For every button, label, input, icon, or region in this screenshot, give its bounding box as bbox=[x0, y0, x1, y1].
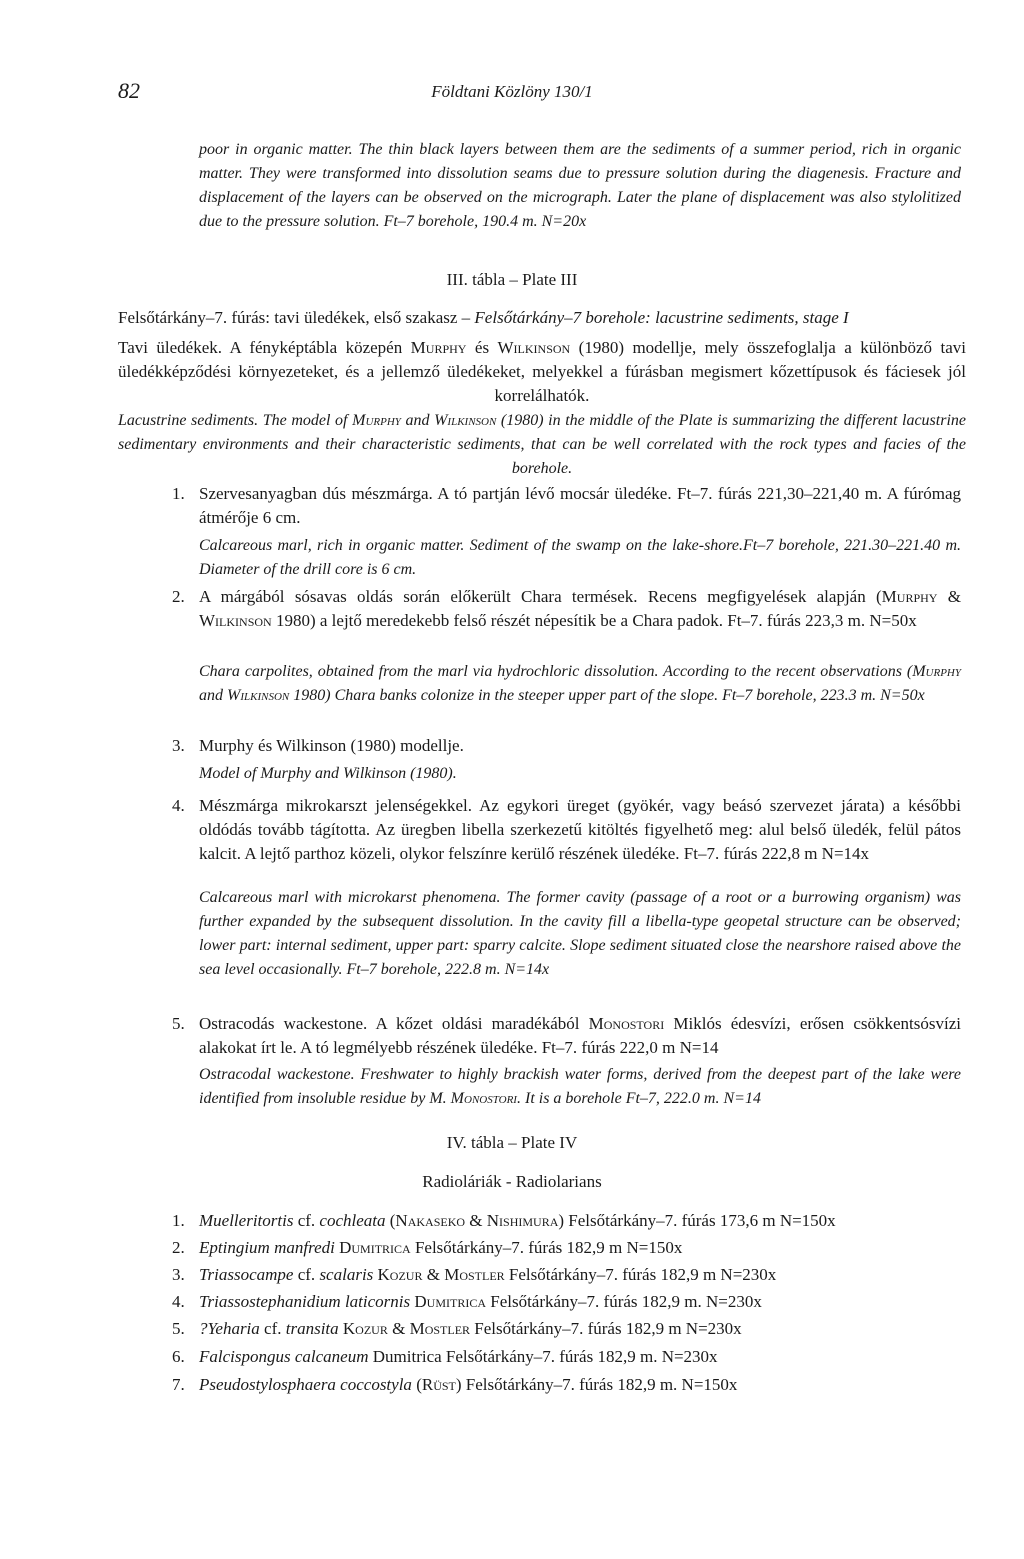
plate-4-title: IV. tábla – Plate IV bbox=[446, 1133, 578, 1152]
author-monostori: Monostori bbox=[450, 1090, 517, 1107]
item-caption-hu: Szervesanyagban dús mészmárga. A tó partján lévő mocsár üledéke. Ft–7. fúrás 221,30–221,40 m. A fúrómag átmérője 6 cm. bbox=[199, 484, 961, 527]
species-epithet: transita bbox=[285, 1319, 339, 1338]
author-murphy: Murphy bbox=[352, 412, 401, 429]
species-author: Dumitrica bbox=[372, 1347, 442, 1366]
caption-text: 1980) Chara banks colonize in the steeper upper part of the slope. Ft–7 borehole, 223.3 m. N=50x bbox=[289, 687, 925, 704]
locality-text: Felsőtárkány–7. fúrás 182,9 m. N=230x bbox=[441, 1347, 718, 1366]
locality-text: Felsőtárkány–7. fúrás 182,9 m N=230x bbox=[470, 1319, 742, 1338]
item-number: 2. bbox=[172, 587, 185, 606]
author-wilkinson: Wilkinson bbox=[434, 412, 497, 429]
author-murphy: Murphy bbox=[881, 587, 938, 606]
intro-en-text: and bbox=[400, 412, 435, 429]
locality-text: Felsőtárkány–7. fúrás 182,9 m. N=230x bbox=[485, 1292, 762, 1311]
item-caption-en: Calcareous marl with microkarst phenomena. The former cavity (passage of a root or a burrowing organism) was further expanded by the subsequent dissolution. In the cavity fill a libella-type geopetal structure can be observed; lower part: internal sediment, upper part: sparry calcite. Slope sediment situated close the nearshore raised above the sea level occasionally. Ft–7 borehole, 222.8 m. N=14x bbox=[199, 889, 961, 978]
locality-text: Felsőtárkány–7. fúrás 182,9 m N=150x bbox=[410, 1238, 683, 1257]
item-number: 3. bbox=[172, 1265, 185, 1284]
item-number: 4. bbox=[172, 796, 185, 815]
radiolarian-item-6 bbox=[172, 1345, 718, 1369]
caption-text: Miklós édesvízi, erősen csökkentsósvízi alakokat írt le. A tó legmélyebb részének üledéke. Ft–7. fúrás 222,0 m N=14 bbox=[199, 1014, 961, 1057]
species-name: Eptingium manfredi bbox=[199, 1238, 335, 1257]
cf-text: cf. bbox=[293, 1265, 320, 1284]
radiolarian-item-1 bbox=[172, 1209, 836, 1233]
species-author: (Nakaseko & Nishimura) bbox=[389, 1211, 565, 1230]
caption-text: A márgából sósavas oldás során előkerült Chara termések. Recens megfigyelések alapján ( bbox=[199, 587, 882, 606]
plate-4-subtitle: Radioláriák - Radiolarians bbox=[422, 1172, 602, 1191]
item-number: 7. bbox=[172, 1375, 185, 1394]
species-author: Kozur & Mostler bbox=[377, 1265, 505, 1284]
caption-text: . It is a borehole Ft–7, 222.0 m. N=14 bbox=[516, 1090, 761, 1107]
caption-text: & bbox=[937, 587, 961, 606]
author-murphy: Murphy bbox=[912, 663, 961, 680]
intro-hu-text: Tavi üledékek. A fényképtábla közepén bbox=[118, 338, 411, 357]
plate-3-intro-hu bbox=[118, 336, 966, 408]
item-number: 5. bbox=[172, 1014, 185, 1033]
page-number: 82 bbox=[118, 78, 140, 103]
species-epithet: cochleata bbox=[319, 1211, 386, 1230]
intro-hu-text: és bbox=[466, 338, 498, 357]
author-monostori: Monostori bbox=[588, 1014, 665, 1033]
radiolarian-item-5 bbox=[172, 1317, 742, 1341]
item-number: 3. bbox=[172, 736, 185, 755]
author-wilkinson: Wilkinson bbox=[199, 611, 272, 630]
locality-text: Felsőtárkány–7. fúrás 182,9 m N=230x bbox=[504, 1265, 777, 1284]
locality-text: Felsőtárkány–7. fúrás 173,6 m N=150x bbox=[564, 1211, 836, 1230]
intro-en-text: Lacustrine sediments. The model of bbox=[118, 412, 353, 429]
plate-3-title: III. tábla – Plate III bbox=[446, 270, 578, 289]
species-author: Dumitrica bbox=[414, 1292, 486, 1311]
caption-text: and bbox=[199, 687, 227, 704]
item-number: 4. bbox=[172, 1292, 185, 1311]
journal-title: Földtani Közlöny 130/1 bbox=[431, 82, 593, 101]
item-caption-hu: Mészmárga mikrokarszt jelenségekkel. Az egykori üreget (gyökér, vagy beásó szervezet járata) a későbbi oldódás tovább tágította. Az üregben libella szerkezetű kitöltés figyelhető meg: alul belső üledék, felül pátos kalcit. A lejtő parthoz közeli, olykor felszínre kerülő részének üledéke. Ft–7. fúrás 222,8 m N=14x bbox=[199, 796, 961, 863]
radiolarian-item-7 bbox=[172, 1373, 737, 1397]
caption-text: Ostracodal wackestone. Freshwater to highly brackish water forms, derived from the deepest part of the lake were identified from insoluble residue by M. bbox=[199, 1066, 961, 1107]
locality-text: Felsőtárkány–7. fúrás 182,9 m. N=150x bbox=[461, 1375, 738, 1394]
item-caption-en: Model of Murphy and Wilkinson (1980). bbox=[199, 765, 457, 782]
author-wilkinson: Wilkinson bbox=[227, 687, 290, 704]
author-murphy: Murphy bbox=[410, 338, 467, 357]
plate-3-heading-hu: Felsőtárkány–7. fúrás: tavi üledékek, első szakasz – bbox=[118, 308, 475, 327]
author-wilkinson: Wilkinson bbox=[497, 338, 571, 357]
caption-text: Chara carpolites, obtained from the marl via hydrochloric dissolution. According to the recent observations ( bbox=[199, 663, 913, 680]
plate-3-heading-en: Felsőtárkány–7 borehole: lacustrine sediments, stage I bbox=[474, 308, 849, 327]
radiolarian-item-4 bbox=[172, 1290, 762, 1314]
species-name: Muelleritortis bbox=[199, 1211, 294, 1230]
plate-3-intro-en bbox=[118, 409, 966, 481]
item-number: 5. bbox=[172, 1319, 185, 1338]
species-name: Falcispongus calcaneum bbox=[199, 1347, 369, 1366]
caption-text: 1980) a lejtő meredekebb felső részét népesítik be a Chara padok. Ft–7. fúrás 223,3 m. N=50x bbox=[271, 611, 917, 630]
radiolarian-item-3 bbox=[172, 1263, 776, 1287]
item-caption-en bbox=[199, 660, 961, 708]
species-name: Pseudostylosphaera coccostyla bbox=[199, 1375, 412, 1394]
item-caption-en: Calcareous marl, rich in organic matter. Sediment of the swamp on the lake-shore.Ft–7 borehole, 221.30–221.40 m. Diameter of the drill core is 6 cm. bbox=[199, 537, 961, 578]
radiolarian-item-2 bbox=[172, 1236, 682, 1260]
item-caption-hu bbox=[199, 1012, 961, 1060]
caption-text: Ostracodás wackestone. A kőzet oldási maradékából bbox=[199, 1014, 589, 1033]
species-author: (Rüst) bbox=[416, 1375, 462, 1394]
cf-text: cf. bbox=[259, 1319, 286, 1338]
species-name: Triassostephanidium laticornis bbox=[199, 1292, 411, 1311]
item-number: 2. bbox=[172, 1238, 185, 1257]
item-caption-en bbox=[199, 1063, 961, 1111]
item-number: 6. bbox=[172, 1347, 185, 1366]
intro-hu-text: (1980) modellje, mely összefoglalja a különböző tavi üledékképződési környezeteket, és a jellemző üledékeket, melyekkel a fúrásban megismert kőzettípusok és fáciesek jól korrelálhatók. bbox=[118, 338, 966, 405]
cf-text: cf. bbox=[293, 1211, 320, 1230]
item-number: 1. bbox=[172, 1211, 185, 1230]
species-epithet: scalaris bbox=[319, 1265, 374, 1284]
item-number: 1. bbox=[172, 484, 185, 503]
species-author: Dumitrica bbox=[339, 1238, 411, 1257]
item-caption-hu: Murphy és Wilkinson (1980) modellje. bbox=[199, 736, 464, 755]
plate-3-heading bbox=[118, 306, 968, 330]
intro-paragraph: poor in organic matter. The thin black layers between them are the sediments of a summer period, rich in organic matter. They were transformed into dissolution seams due to pressure solution during the diagenesis. Fracture and displacement of the layers can be observed on the micrograph. Later the plane of displacement was also stylolitized due to the pressure solution. Ft–7 borehole, 190.4 m. N=20x bbox=[199, 141, 961, 230]
item-caption-hu bbox=[199, 585, 961, 633]
intro-en-text: (1980) in the middle of the Plate is summarizing the different lacustrine sedimentary environments and their characteristic sediments, that can be well correlated with the rock types and facies of the borehole. bbox=[118, 412, 967, 477]
species-name: ?Yeharia bbox=[199, 1319, 260, 1338]
species-author: Kozur & Mostler bbox=[342, 1319, 471, 1338]
species-name: Triassocampe bbox=[199, 1265, 294, 1284]
